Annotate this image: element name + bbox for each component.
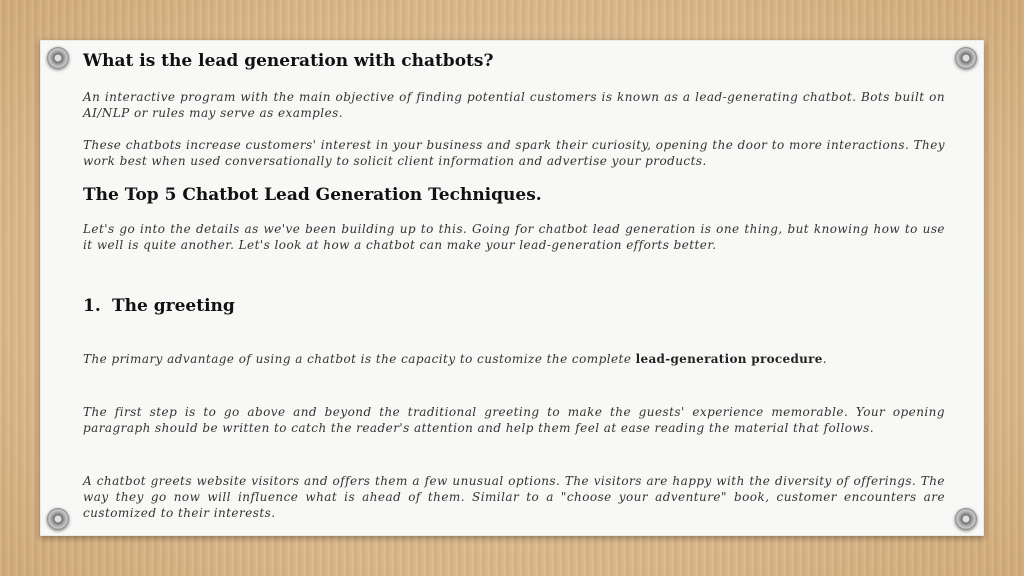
paragraph-definition: An interactive program with the main objective of finding potential customers is known as a lead-generating chatbot. Bots built on AI/NLP or rules may serve as examples.: [83, 90, 945, 120]
paragraph-benefits: These chatbots increase customers' interest in your business and spark their curiosity, opening the door to more interactions. They work best when used conversationally to solicit client information and advertise your products.: [83, 138, 945, 168]
paragraph-advantage-text: The primary advantage of using a chatbot is the capacity to customize the complete: [83, 352, 636, 366]
paragraph-advantage-end: .: [822, 352, 827, 366]
heading-lead-generation: What is the lead generation with chatbots?: [83, 51, 494, 71]
pin-icon: [47, 508, 69, 530]
slide-content: [83, 50, 945, 521]
bold-term: lead-generation procedure: [635, 352, 823, 366]
list-title: The greeting: [112, 296, 235, 316]
pin-icon: [955, 47, 977, 69]
pin-icon: [955, 508, 977, 530]
paragraph-intro: Let's go into the details as we've been building up to this. Going for chatbot lead generation is one thing, but knowing how to use it well is quite another. Let's look at how a chatbot can make your lead-generation efforts better.: [83, 222, 945, 252]
list-number: 1.: [83, 296, 101, 316]
paragraph-first-step: The first step is to go above and beyond the traditional greeting to make the guests' experience memorable. Your opening paragraph should be written to catch the reader's attention and help them feel at ease reading the material that follows.: [83, 405, 945, 435]
paragraph-chatbot-greets: A chatbot greets website visitors and offers them a few unusual options. The visitors are happy with the diversity of offerings. The way they go now will influence what is ahead of them. Similar to a "choose your adventure" book, customer encounters are customized to their interests.: [83, 474, 945, 520]
paragraph-advantage: [83, 351, 945, 367]
list-item-greeting: [83, 295, 945, 317]
heading-techniques: The Top 5 Chatbot Lead Generation Techniques.: [83, 185, 542, 205]
pin-icon: [47, 47, 69, 69]
